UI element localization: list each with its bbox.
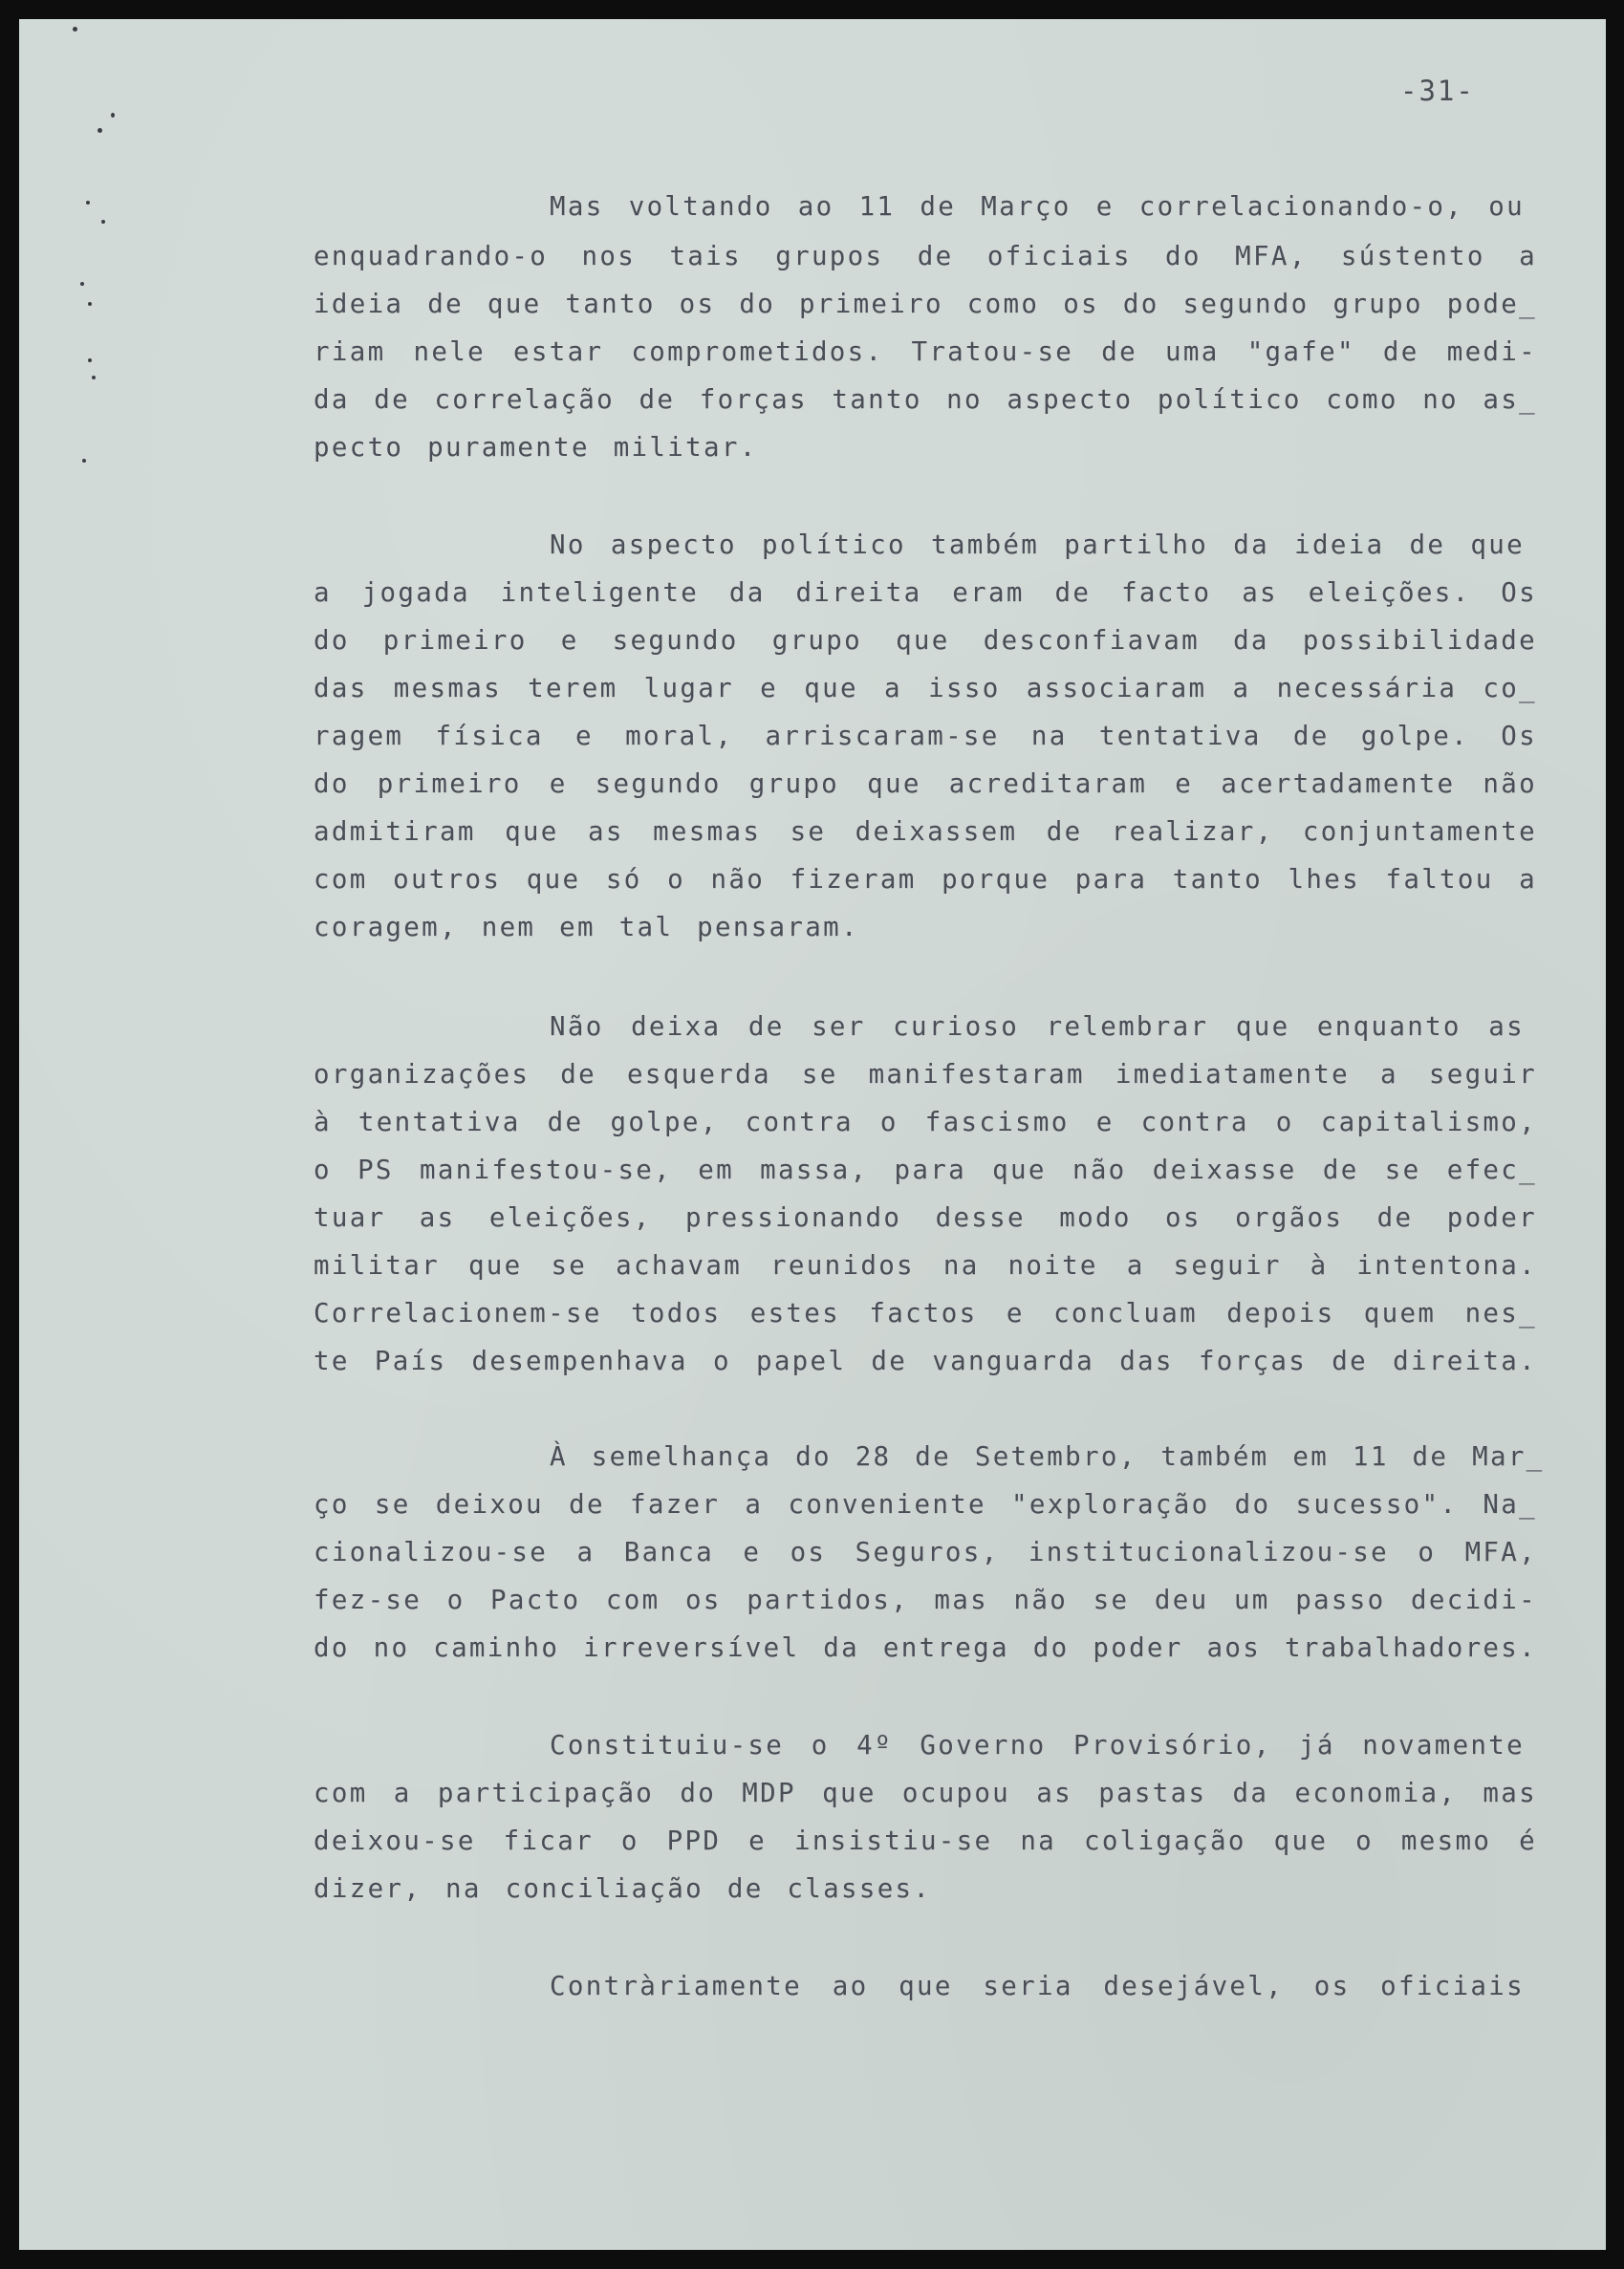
text-line: com outros que só o não fizeram porque para tanto lhes faltou a xyxy=(314,864,1537,895)
text-line: enquadrando-o nos tais grupos de oficiais do MFA, sústento a xyxy=(314,241,1537,271)
text-line: do primeiro e segundo grupo que desconfiavam da possibilidade xyxy=(314,625,1537,656)
margin-speck xyxy=(92,376,96,379)
text-line: com a participação do MDP que ocupou as pastas da economia, mas xyxy=(314,1778,1537,1808)
text-line: admitiram que as mesmas se deixassem de realizar, conjuntamente xyxy=(314,816,1537,847)
text-line: organizações de esquerda se manifestaram imediatamente a seguir xyxy=(314,1059,1537,1090)
text-line: Constituiu-se o 4º Governo Provisório, já novamente xyxy=(550,1730,1525,1761)
text-line: tuar as eleições, pressionando desse modo os orgãos de poder xyxy=(314,1202,1537,1233)
text-line: do no caminho irreversível da entrega do poder aos trabalhadores. xyxy=(314,1632,1537,1663)
text-line: coragem, nem em tal pensaram. xyxy=(314,912,859,942)
text-line: cionalizou-se a Banca e os Seguros, institucionalizou-se o MFA, xyxy=(314,1537,1537,1567)
margin-speck xyxy=(88,358,92,362)
text-line: riam nele estar comprometidos. Tratou-se de uma "gafe" de medi- xyxy=(314,336,1537,367)
text-line: deixou-se ficar o PPD e insistiu-se na coligação que o mesmo é xyxy=(314,1826,1537,1856)
text-line: Não deixa de ser curioso relembrar que enquanto as xyxy=(550,1011,1525,1042)
text-line: ço se deixou de fazer a conveniente "exploração do sucesso". Na_ xyxy=(314,1489,1537,1520)
text-line: No aspecto político também partilho da ideia de que xyxy=(550,529,1525,560)
margin-speck xyxy=(97,128,102,133)
text-line: ideia de que tanto os do primeiro como os do segundo grupo pode_ xyxy=(314,289,1537,319)
text-line: das mesmas terem lugar e que a isso associaram a necessária co_ xyxy=(314,673,1537,703)
text-line: militar que se achavam reunidos na noite a seguir à intentona. xyxy=(314,1250,1537,1281)
margin-speck xyxy=(86,201,90,205)
text-line: Correlacionem-se todos estes factos e concluam depois quem nes_ xyxy=(314,1298,1537,1329)
margin-speck xyxy=(82,459,86,463)
margin-speck xyxy=(88,302,92,306)
margin-speck xyxy=(101,220,105,224)
text-line: a jogada inteligente da direita eram de facto as eleições. Os xyxy=(314,577,1537,608)
text-line: do primeiro e segundo grupo que acreditaram e acertadamente não xyxy=(314,768,1537,799)
margin-speck xyxy=(73,27,77,32)
text-line: pecto puramente militar. xyxy=(314,432,758,463)
text-line: à tentativa de golpe, contra o fascismo e contra o capitalismo, xyxy=(314,1107,1537,1137)
text-line: Contràriamente ao que seria desejável, os oficiais xyxy=(550,1971,1525,2001)
text-line: te País desempenhava o papel de vanguarda das forças de direita. xyxy=(314,1346,1537,1376)
text-line: dizer, na conciliação de classes. xyxy=(314,1873,932,1904)
text-line: fez-se o Pacto com os partidos, mas não se deu um passo decidi- xyxy=(314,1585,1537,1615)
text-line: ragem física e moral, arriscaram-se na tentativa de golpe. Os xyxy=(314,721,1537,751)
text-line: o PS manifestou-se, em massa, para que não deixasse de se efec_ xyxy=(314,1155,1537,1185)
page-number: -31- xyxy=(1400,75,1475,107)
margin-speck xyxy=(80,282,84,286)
text-line: À semelhança do 28 de Setembro, também em 11 de Mar_ xyxy=(550,1441,1545,1472)
document-page xyxy=(19,19,1606,2250)
text-line: Mas voltando ao 11 de Março e correlacionando-o, ou xyxy=(550,191,1525,222)
margin-speck xyxy=(111,113,115,118)
text-line: da de correlação de forças tanto no aspecto político como no as_ xyxy=(314,384,1537,415)
